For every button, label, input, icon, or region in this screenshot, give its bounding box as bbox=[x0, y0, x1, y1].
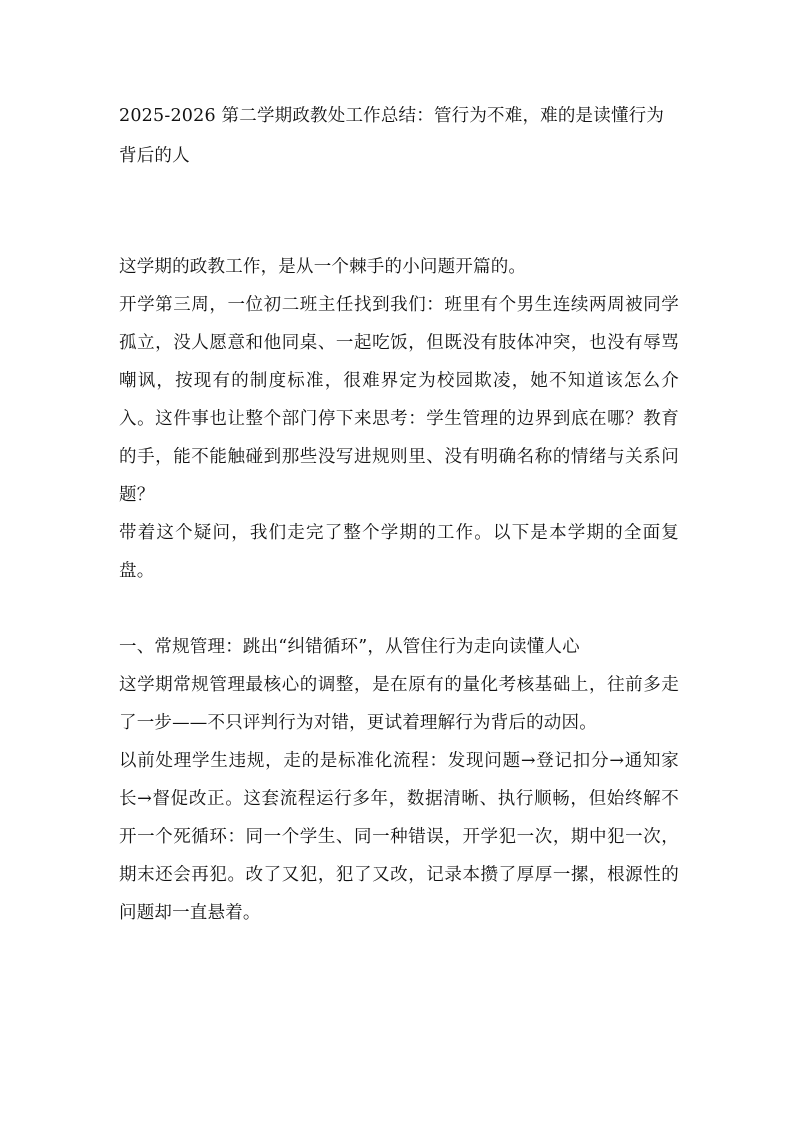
document-body bbox=[119, 96, 679, 932]
intro-paragraph-3: 带着这个疑问，我们走完了整个学期的工作。以下是本学期的全面复盘。 bbox=[119, 523, 679, 581]
section-1-paragraph-2: 以前处理学生违规，走的是标准化流程：发现问题→登记扣分→通知家长→督促改正。这套流程运行多年，数据清晰、执行顺畅，但始终解不开一个死循环：同一个学生、同一种错误，开学犯一次，期中犯一次，期末还会再犯。改了又犯，犯了又改，记录本攒了厚厚一摞，根源性的问题却一直悬着。 bbox=[119, 751, 679, 923]
section-1-paragraph-1: 这学期常规管理最核心的调整，是在原有的量化考核基础上，往前多走了一步——不只评判行为对错，更试着理解行为背后的动因。 bbox=[119, 675, 679, 733]
section-1-heading: 一、常规管理：跳出“纠错循环”，从管住行为走向读懂人心 bbox=[119, 637, 580, 657]
document-title: 2025-2026 第二学期政教处工作总结：管行为不难，难的是读懂行为背后的人 bbox=[119, 106, 665, 166]
section-spacer bbox=[119, 590, 679, 628]
title-spacer bbox=[119, 176, 679, 248]
intro-paragraph-2: 开学第三周，一位初二班主任找到我们：班里有个男生连续两周被同学孤立，没人愿意和他同桌、一起吃饭，但既没有肢体冲突，也没有辱骂嘲讽，按现有的制度标准，很难界定为校园欺凌，她不知道该怎么介入。这件事也让整个部门停下来思考：学生管理的边界到底在哪？教育的手，能不能触碰到那些没写进规则里、没有明确名称的情绪与关系问题？ bbox=[119, 295, 679, 505]
intro-paragraph-1: 这学期的政教工作，是从一个棘手的小问题开篇的。 bbox=[119, 257, 527, 277]
